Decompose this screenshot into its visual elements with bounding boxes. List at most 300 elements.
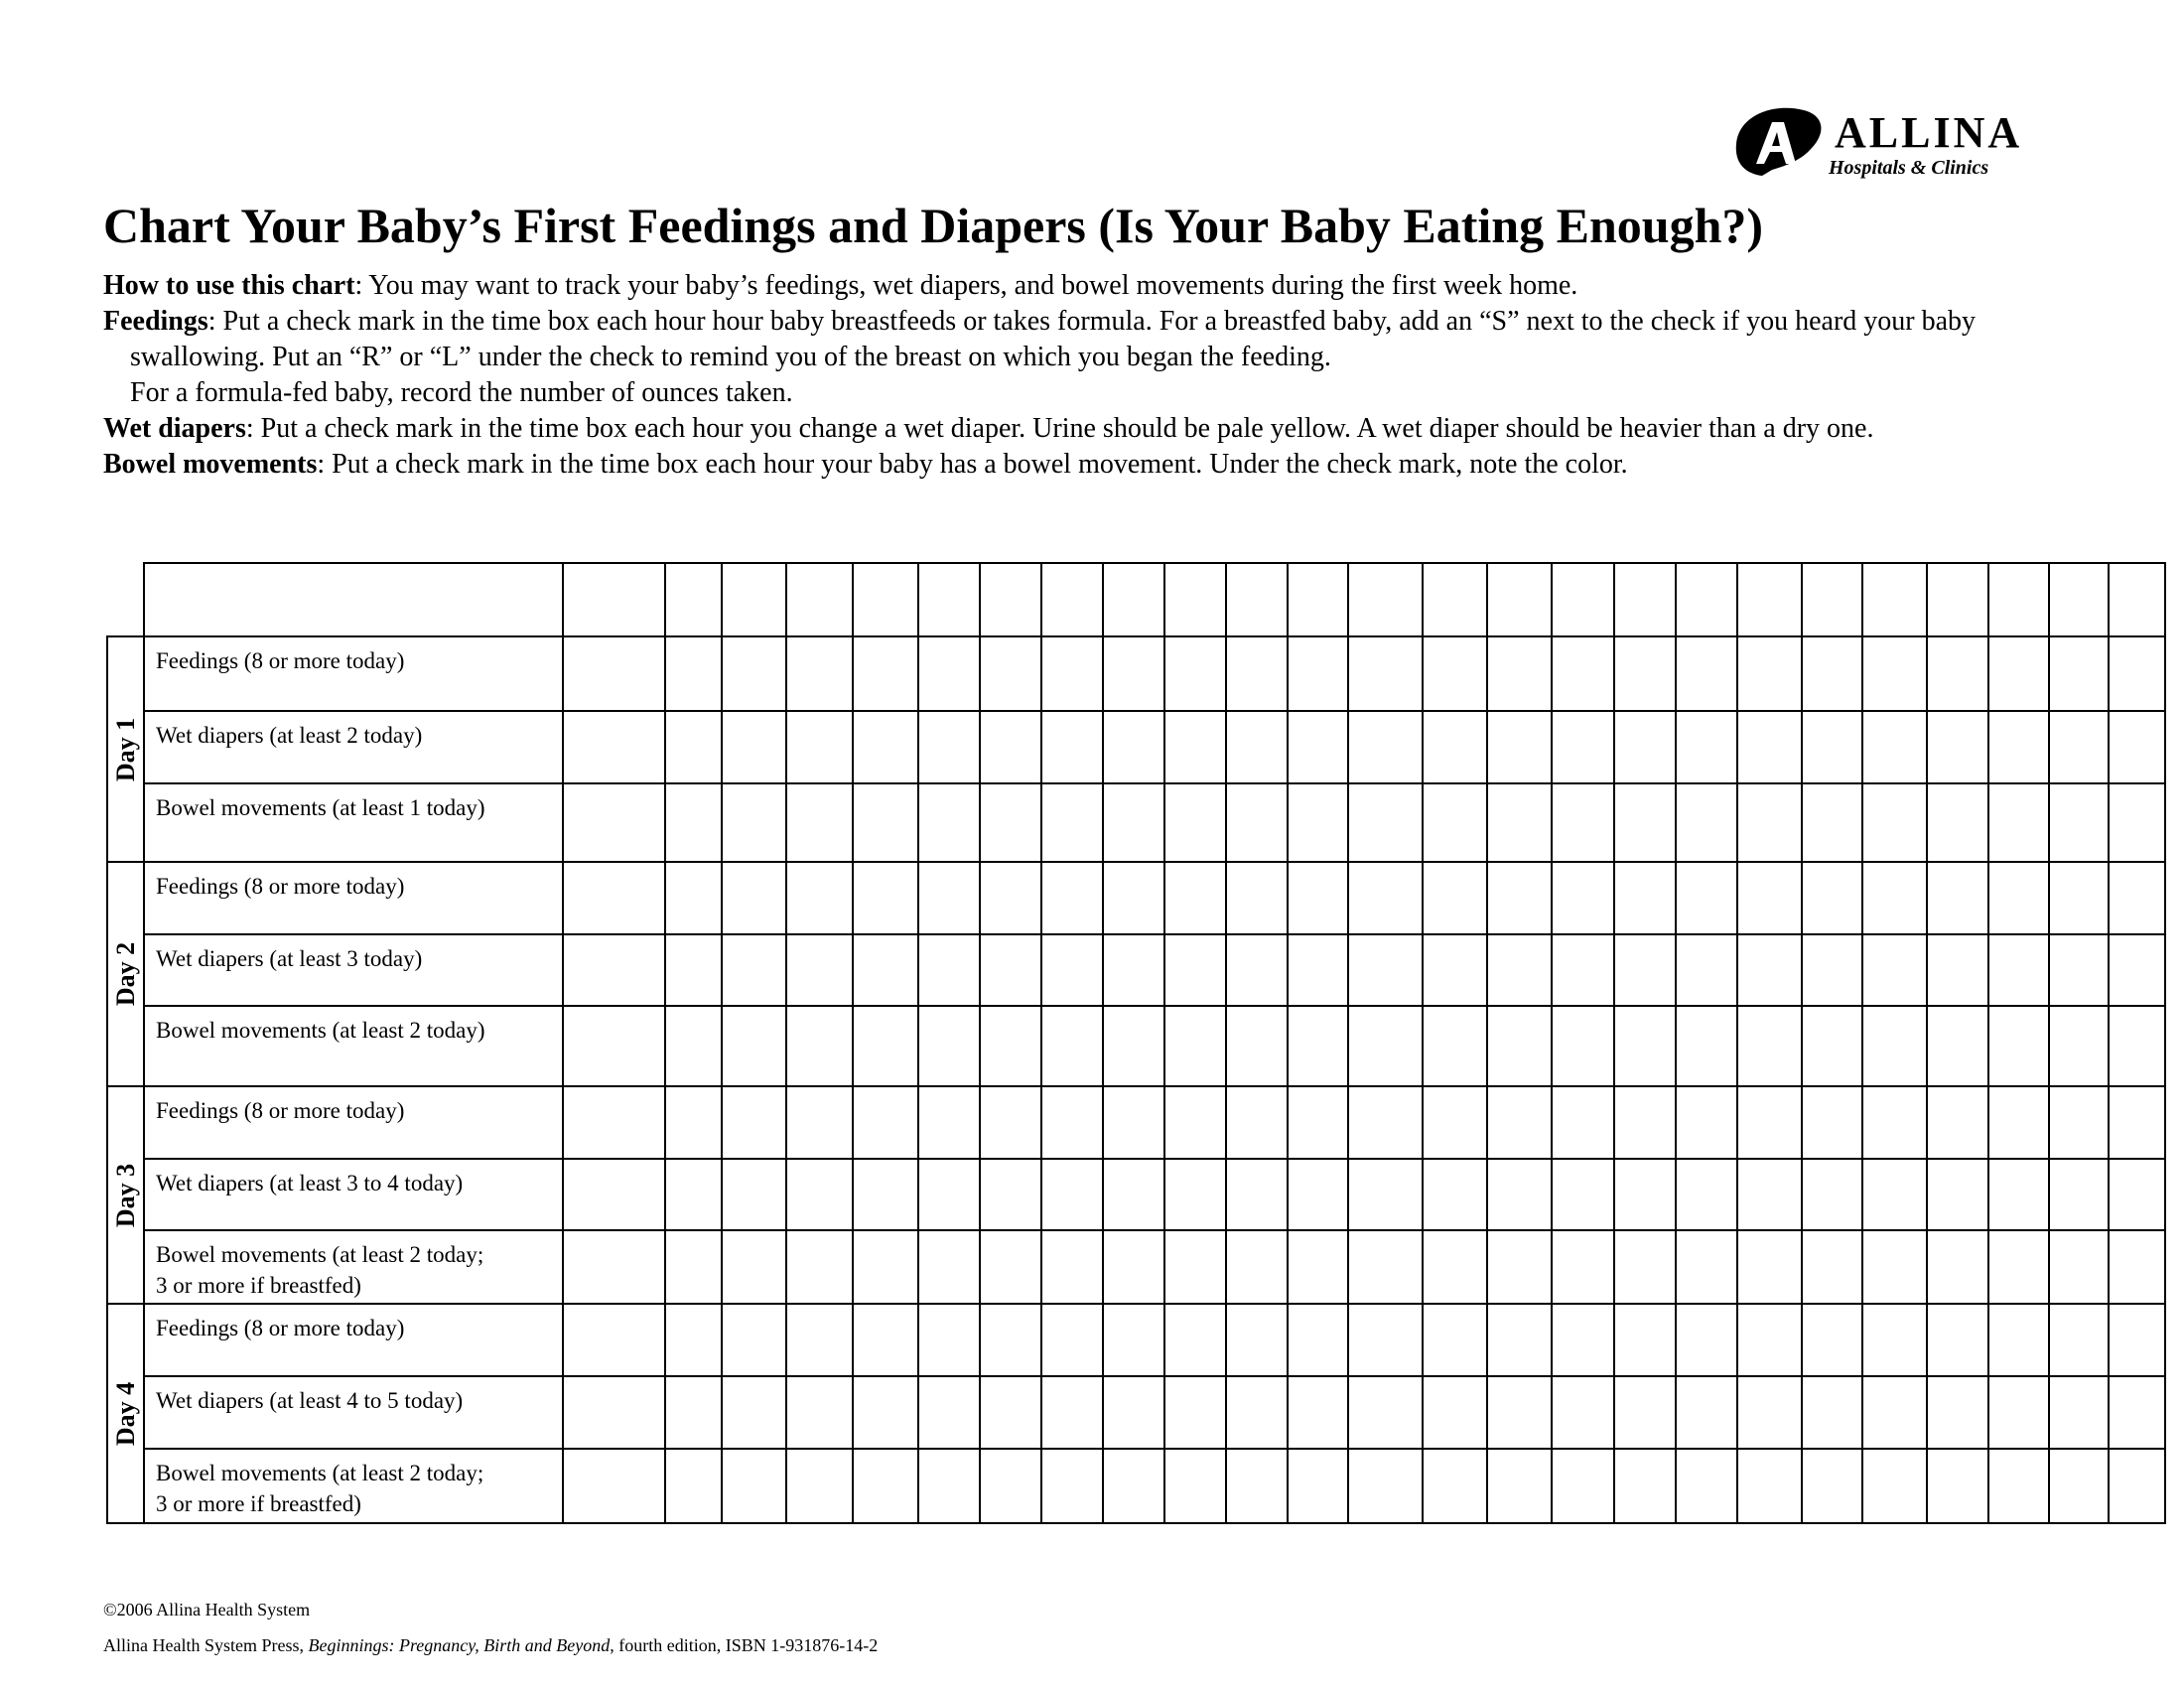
time-box[interactable]	[1862, 862, 1927, 934]
hour-header-cell[interactable]	[1988, 563, 2049, 636]
time-box[interactable]	[1862, 1376, 1927, 1449]
time-box[interactable]	[1988, 783, 2049, 862]
time-box[interactable]	[1552, 1230, 1614, 1304]
time-box[interactable]	[1802, 1376, 1862, 1449]
time-box[interactable]	[1927, 1304, 1988, 1376]
time-box[interactable]	[1862, 783, 1927, 862]
time-box[interactable]	[1802, 934, 1862, 1006]
time-box[interactable]	[980, 1449, 1041, 1523]
time-box[interactable]	[786, 783, 853, 862]
time-box[interactable]	[1737, 636, 1802, 711]
time-box[interactable]	[1802, 1006, 1862, 1086]
time-box[interactable]	[980, 636, 1041, 711]
time-box[interactable]	[918, 1086, 980, 1159]
time-box[interactable]	[980, 1376, 1041, 1449]
time-box[interactable]	[1487, 1086, 1552, 1159]
time-box[interactable]	[1423, 1159, 1487, 1230]
time-box[interactable]	[1802, 711, 1862, 783]
hour-header-cell[interactable]	[563, 563, 665, 636]
time-box[interactable]	[1041, 636, 1103, 711]
time-box[interactable]	[1487, 711, 1552, 783]
time-box[interactable]	[563, 1159, 665, 1230]
time-box[interactable]	[1676, 1086, 1737, 1159]
time-box[interactable]	[1164, 1086, 1226, 1159]
time-box[interactable]	[1288, 1006, 1348, 1086]
time-box[interactable]	[1862, 1449, 1927, 1523]
time-box[interactable]	[665, 1376, 722, 1449]
time-box[interactable]	[1226, 1376, 1288, 1449]
time-box[interactable]	[2109, 1376, 2165, 1449]
time-box[interactable]	[1423, 862, 1487, 934]
time-box[interactable]	[1348, 1006, 1423, 1086]
time-box[interactable]	[1226, 1159, 1288, 1230]
time-box[interactable]	[665, 1230, 722, 1304]
time-box[interactable]	[2049, 1006, 2109, 1086]
time-box[interactable]	[1737, 1449, 1802, 1523]
time-box[interactable]	[1737, 934, 1802, 1006]
time-box[interactable]	[1927, 636, 1988, 711]
hour-header-cell[interactable]	[665, 563, 722, 636]
time-box[interactable]	[1737, 783, 1802, 862]
time-box[interactable]	[563, 1304, 665, 1376]
time-box[interactable]	[722, 934, 786, 1006]
hour-header-cell[interactable]	[722, 563, 786, 636]
time-box[interactable]	[786, 1159, 853, 1230]
time-box[interactable]	[1226, 1304, 1288, 1376]
hour-header-cell[interactable]	[1737, 563, 1802, 636]
time-box[interactable]	[1423, 1230, 1487, 1304]
time-box[interactable]	[1348, 1304, 1423, 1376]
hour-header-cell[interactable]	[1487, 563, 1552, 636]
time-box[interactable]	[722, 862, 786, 934]
time-box[interactable]	[1614, 636, 1676, 711]
time-box[interactable]	[1614, 1159, 1676, 1230]
time-box[interactable]	[786, 1376, 853, 1449]
time-box[interactable]	[1487, 1376, 1552, 1449]
time-box[interactable]	[853, 1376, 918, 1449]
time-box[interactable]	[853, 1006, 918, 1086]
time-box[interactable]	[1614, 934, 1676, 1006]
time-box[interactable]	[1614, 1230, 1676, 1304]
hour-header-cell[interactable]	[1423, 563, 1487, 636]
time-box[interactable]	[918, 934, 980, 1006]
time-box[interactable]	[1103, 636, 1164, 711]
time-box[interactable]	[1103, 1230, 1164, 1304]
time-box[interactable]	[2109, 1449, 2165, 1523]
time-box[interactable]	[1988, 862, 2049, 934]
time-box[interactable]	[1487, 783, 1552, 862]
time-box[interactable]	[1423, 1006, 1487, 1086]
time-box[interactable]	[1676, 1230, 1737, 1304]
time-box[interactable]	[1988, 934, 2049, 1006]
time-box[interactable]	[563, 636, 665, 711]
time-box[interactable]	[2049, 1304, 2109, 1376]
time-box[interactable]	[1487, 636, 1552, 711]
time-box[interactable]	[1288, 1449, 1348, 1523]
time-box[interactable]	[1862, 1006, 1927, 1086]
time-box[interactable]	[1423, 1304, 1487, 1376]
time-box[interactable]	[853, 711, 918, 783]
time-box[interactable]	[665, 711, 722, 783]
time-box[interactable]	[1487, 934, 1552, 1006]
time-box[interactable]	[1862, 711, 1927, 783]
time-box[interactable]	[665, 1159, 722, 1230]
time-box[interactable]	[1737, 1086, 1802, 1159]
time-box[interactable]	[722, 1376, 786, 1449]
time-box[interactable]	[2109, 1086, 2165, 1159]
time-box[interactable]	[2049, 783, 2109, 862]
time-box[interactable]	[1487, 1304, 1552, 1376]
time-box[interactable]	[980, 1304, 1041, 1376]
time-box[interactable]	[563, 711, 665, 783]
time-box[interactable]	[980, 1159, 1041, 1230]
time-box[interactable]	[665, 1304, 722, 1376]
time-box[interactable]	[1676, 862, 1737, 934]
time-box[interactable]	[1552, 711, 1614, 783]
time-box[interactable]	[1164, 1006, 1226, 1086]
time-box[interactable]	[1103, 1376, 1164, 1449]
time-box[interactable]	[980, 862, 1041, 934]
time-box[interactable]	[1423, 1086, 1487, 1159]
hour-header-cell[interactable]	[1552, 563, 1614, 636]
time-box[interactable]	[2109, 711, 2165, 783]
time-box[interactable]	[563, 783, 665, 862]
time-box[interactable]	[1423, 1376, 1487, 1449]
time-box[interactable]	[2049, 1159, 2109, 1230]
time-box[interactable]	[1552, 783, 1614, 862]
time-box[interactable]	[1802, 1304, 1862, 1376]
time-box[interactable]	[1737, 1159, 1802, 1230]
time-box[interactable]	[722, 1159, 786, 1230]
time-box[interactable]	[1288, 783, 1348, 862]
time-box[interactable]	[1802, 1449, 1862, 1523]
hour-header-cell[interactable]	[1862, 563, 1927, 636]
time-box[interactable]	[1927, 711, 1988, 783]
time-box[interactable]	[1226, 1086, 1288, 1159]
time-box[interactable]	[1423, 783, 1487, 862]
time-box[interactable]	[1737, 1304, 1802, 1376]
time-box[interactable]	[2049, 1230, 2109, 1304]
time-box[interactable]	[1927, 783, 1988, 862]
time-box[interactable]	[2109, 1230, 2165, 1304]
time-box[interactable]	[1487, 1449, 1552, 1523]
time-box[interactable]	[918, 1376, 980, 1449]
hour-header-cell[interactable]	[1927, 563, 1988, 636]
time-box[interactable]	[1927, 1449, 1988, 1523]
time-box[interactable]	[2109, 1304, 2165, 1376]
time-box[interactable]	[1041, 1230, 1103, 1304]
time-box[interactable]	[1041, 711, 1103, 783]
time-box[interactable]	[1487, 1230, 1552, 1304]
time-box[interactable]	[1103, 934, 1164, 1006]
time-box[interactable]	[853, 636, 918, 711]
time-box[interactable]	[563, 1230, 665, 1304]
time-box[interactable]	[563, 1006, 665, 1086]
hour-header-cell[interactable]	[1288, 563, 1348, 636]
time-box[interactable]	[1164, 1159, 1226, 1230]
time-box[interactable]	[2109, 636, 2165, 711]
time-box[interactable]	[1348, 711, 1423, 783]
hour-header-cell[interactable]	[1802, 563, 1862, 636]
time-box[interactable]	[1041, 1304, 1103, 1376]
time-box[interactable]	[1226, 711, 1288, 783]
time-box[interactable]	[1164, 711, 1226, 783]
time-box[interactable]	[918, 1006, 980, 1086]
time-box[interactable]	[1802, 1159, 1862, 1230]
time-box[interactable]	[665, 1449, 722, 1523]
time-box[interactable]	[722, 1304, 786, 1376]
time-box[interactable]	[1164, 1449, 1226, 1523]
time-box[interactable]	[1614, 783, 1676, 862]
time-box[interactable]	[722, 1006, 786, 1086]
time-box[interactable]	[722, 711, 786, 783]
time-box[interactable]	[1226, 1449, 1288, 1523]
time-box[interactable]	[1103, 1086, 1164, 1159]
time-box[interactable]	[1988, 636, 2049, 711]
hour-header-cell[interactable]	[853, 563, 918, 636]
hour-header-cell[interactable]	[2049, 563, 2109, 636]
time-box[interactable]	[563, 1376, 665, 1449]
time-box[interactable]	[980, 934, 1041, 1006]
time-box[interactable]	[1348, 1449, 1423, 1523]
time-box[interactable]	[786, 1304, 853, 1376]
time-box[interactable]	[2049, 1449, 2109, 1523]
time-box[interactable]	[1862, 934, 1927, 1006]
time-box[interactable]	[1802, 862, 1862, 934]
time-box[interactable]	[1041, 783, 1103, 862]
time-box[interactable]	[1226, 934, 1288, 1006]
time-box[interactable]	[980, 711, 1041, 783]
time-box[interactable]	[1676, 1006, 1737, 1086]
time-box[interactable]	[1348, 1159, 1423, 1230]
time-box[interactable]	[2049, 711, 2109, 783]
time-box[interactable]	[1487, 1159, 1552, 1230]
time-box[interactable]	[1103, 1159, 1164, 1230]
time-box[interactable]	[2109, 783, 2165, 862]
time-box[interactable]	[1348, 862, 1423, 934]
hour-header-cell[interactable]	[1103, 563, 1164, 636]
time-box[interactable]	[1927, 1006, 1988, 1086]
time-box[interactable]	[1988, 711, 2049, 783]
time-box[interactable]	[1288, 934, 1348, 1006]
time-box[interactable]	[1802, 636, 1862, 711]
time-box[interactable]	[1487, 1006, 1552, 1086]
time-box[interactable]	[1927, 862, 1988, 934]
time-box[interactable]	[1614, 1449, 1676, 1523]
time-box[interactable]	[1676, 934, 1737, 1006]
time-box[interactable]	[1676, 636, 1737, 711]
time-box[interactable]	[1288, 1159, 1348, 1230]
time-box[interactable]	[563, 1449, 665, 1523]
time-box[interactable]	[1103, 783, 1164, 862]
time-box[interactable]	[1041, 934, 1103, 1006]
time-box[interactable]	[1676, 1159, 1737, 1230]
time-box[interactable]	[786, 1230, 853, 1304]
hour-header-cell[interactable]	[786, 563, 853, 636]
time-box[interactable]	[563, 862, 665, 934]
time-box[interactable]	[918, 711, 980, 783]
time-box[interactable]	[1552, 862, 1614, 934]
time-box[interactable]	[1676, 711, 1737, 783]
time-box[interactable]	[722, 636, 786, 711]
time-box[interactable]	[1041, 1376, 1103, 1449]
hour-header-cell[interactable]	[1614, 563, 1676, 636]
time-box[interactable]	[1927, 1230, 1988, 1304]
time-box[interactable]	[2049, 1376, 2109, 1449]
time-box[interactable]	[1288, 862, 1348, 934]
time-box[interactable]	[1103, 1449, 1164, 1523]
time-box[interactable]	[2049, 1086, 2109, 1159]
time-box[interactable]	[1164, 862, 1226, 934]
time-box[interactable]	[1348, 1376, 1423, 1449]
time-box[interactable]	[1552, 934, 1614, 1006]
time-box[interactable]	[665, 636, 722, 711]
time-box[interactable]	[2109, 1159, 2165, 1230]
hour-header-cell[interactable]	[980, 563, 1041, 636]
time-box[interactable]	[1487, 862, 1552, 934]
time-box[interactable]	[918, 1449, 980, 1523]
time-box[interactable]	[1103, 862, 1164, 934]
time-box[interactable]	[786, 1086, 853, 1159]
time-box[interactable]	[1226, 1230, 1288, 1304]
time-box[interactable]	[1348, 636, 1423, 711]
time-box[interactable]	[1614, 1006, 1676, 1086]
time-box[interactable]	[1164, 783, 1226, 862]
time-box[interactable]	[1164, 1304, 1226, 1376]
time-box[interactable]	[1103, 711, 1164, 783]
time-box[interactable]	[1552, 1449, 1614, 1523]
time-box[interactable]	[1862, 1086, 1927, 1159]
time-box[interactable]	[853, 1086, 918, 1159]
time-box[interactable]	[853, 934, 918, 1006]
time-box[interactable]	[853, 1159, 918, 1230]
time-box[interactable]	[1041, 1006, 1103, 1086]
time-box[interactable]	[1676, 1304, 1737, 1376]
time-box[interactable]	[1103, 1304, 1164, 1376]
time-box[interactable]	[1226, 1006, 1288, 1086]
time-box[interactable]	[1862, 1230, 1927, 1304]
time-box[interactable]	[918, 636, 980, 711]
time-box[interactable]	[665, 934, 722, 1006]
time-box[interactable]	[853, 862, 918, 934]
time-box[interactable]	[2049, 934, 2109, 1006]
time-box[interactable]	[2109, 1006, 2165, 1086]
time-box[interactable]	[1802, 1086, 1862, 1159]
time-box[interactable]	[563, 934, 665, 1006]
time-box[interactable]	[1862, 1159, 1927, 1230]
time-box[interactable]	[1988, 1304, 2049, 1376]
hour-header-cell[interactable]	[1041, 563, 1103, 636]
time-box[interactable]	[2109, 862, 2165, 934]
time-box[interactable]	[1676, 783, 1737, 862]
time-box[interactable]	[1348, 783, 1423, 862]
time-box[interactable]	[1676, 1376, 1737, 1449]
time-box[interactable]	[563, 1086, 665, 1159]
time-box[interactable]	[918, 862, 980, 934]
hour-header-cell[interactable]	[1226, 563, 1288, 636]
time-box[interactable]	[1164, 934, 1226, 1006]
time-box[interactable]	[918, 1159, 980, 1230]
time-box[interactable]	[980, 783, 1041, 862]
time-box[interactable]	[722, 783, 786, 862]
time-box[interactable]	[1041, 1449, 1103, 1523]
time-box[interactable]	[722, 1230, 786, 1304]
time-box[interactable]	[1041, 1086, 1103, 1159]
hour-header-cell[interactable]	[918, 563, 980, 636]
time-box[interactable]	[1226, 636, 1288, 711]
time-box[interactable]	[980, 1230, 1041, 1304]
time-box[interactable]	[1927, 1086, 1988, 1159]
time-box[interactable]	[853, 1449, 918, 1523]
time-box[interactable]	[1423, 636, 1487, 711]
time-box[interactable]	[1862, 1304, 1927, 1376]
time-box[interactable]	[786, 862, 853, 934]
time-box[interactable]	[1552, 1086, 1614, 1159]
time-box[interactable]	[1288, 1086, 1348, 1159]
time-box[interactable]	[1348, 1086, 1423, 1159]
time-box[interactable]	[1927, 1376, 1988, 1449]
time-box[interactable]	[1288, 711, 1348, 783]
time-box[interactable]	[1737, 862, 1802, 934]
time-box[interactable]	[1737, 1376, 1802, 1449]
time-box[interactable]	[1423, 1449, 1487, 1523]
time-box[interactable]	[918, 1230, 980, 1304]
time-box[interactable]	[665, 862, 722, 934]
time-box[interactable]	[1226, 783, 1288, 862]
hour-header-cell[interactable]	[2109, 563, 2165, 636]
time-box[interactable]	[1164, 1230, 1226, 1304]
time-box[interactable]	[1348, 934, 1423, 1006]
time-box[interactable]	[1988, 1230, 2049, 1304]
time-box[interactable]	[1552, 1006, 1614, 1086]
time-box[interactable]	[1552, 1376, 1614, 1449]
time-box[interactable]	[1164, 1376, 1226, 1449]
hour-header-cell[interactable]	[1676, 563, 1737, 636]
time-box[interactable]	[786, 1006, 853, 1086]
time-box[interactable]	[786, 1449, 853, 1523]
time-box[interactable]	[665, 1006, 722, 1086]
time-box[interactable]	[1614, 1304, 1676, 1376]
time-box[interactable]	[918, 1304, 980, 1376]
time-box[interactable]	[1348, 1230, 1423, 1304]
time-box[interactable]	[1988, 1006, 2049, 1086]
time-box[interactable]	[1988, 1376, 2049, 1449]
time-box[interactable]	[1802, 783, 1862, 862]
time-box[interactable]	[1423, 934, 1487, 1006]
time-box[interactable]	[1614, 1086, 1676, 1159]
time-box[interactable]	[918, 783, 980, 862]
time-box[interactable]	[1423, 711, 1487, 783]
time-box[interactable]	[665, 1086, 722, 1159]
time-box[interactable]	[980, 1086, 1041, 1159]
time-box[interactable]	[1988, 1449, 2049, 1523]
time-box[interactable]	[1288, 1230, 1348, 1304]
time-box[interactable]	[1737, 1006, 1802, 1086]
time-box[interactable]	[2049, 862, 2109, 934]
time-box[interactable]	[1288, 636, 1348, 711]
time-box[interactable]	[980, 1006, 1041, 1086]
time-box[interactable]	[853, 1230, 918, 1304]
time-box[interactable]	[786, 711, 853, 783]
time-box[interactable]	[1802, 1230, 1862, 1304]
time-box[interactable]	[1676, 1449, 1737, 1523]
time-box[interactable]	[786, 934, 853, 1006]
time-box[interactable]	[1988, 1086, 2049, 1159]
time-box[interactable]	[1614, 862, 1676, 934]
time-box[interactable]	[786, 636, 853, 711]
time-box[interactable]	[1614, 1376, 1676, 1449]
time-box[interactable]	[1737, 711, 1802, 783]
